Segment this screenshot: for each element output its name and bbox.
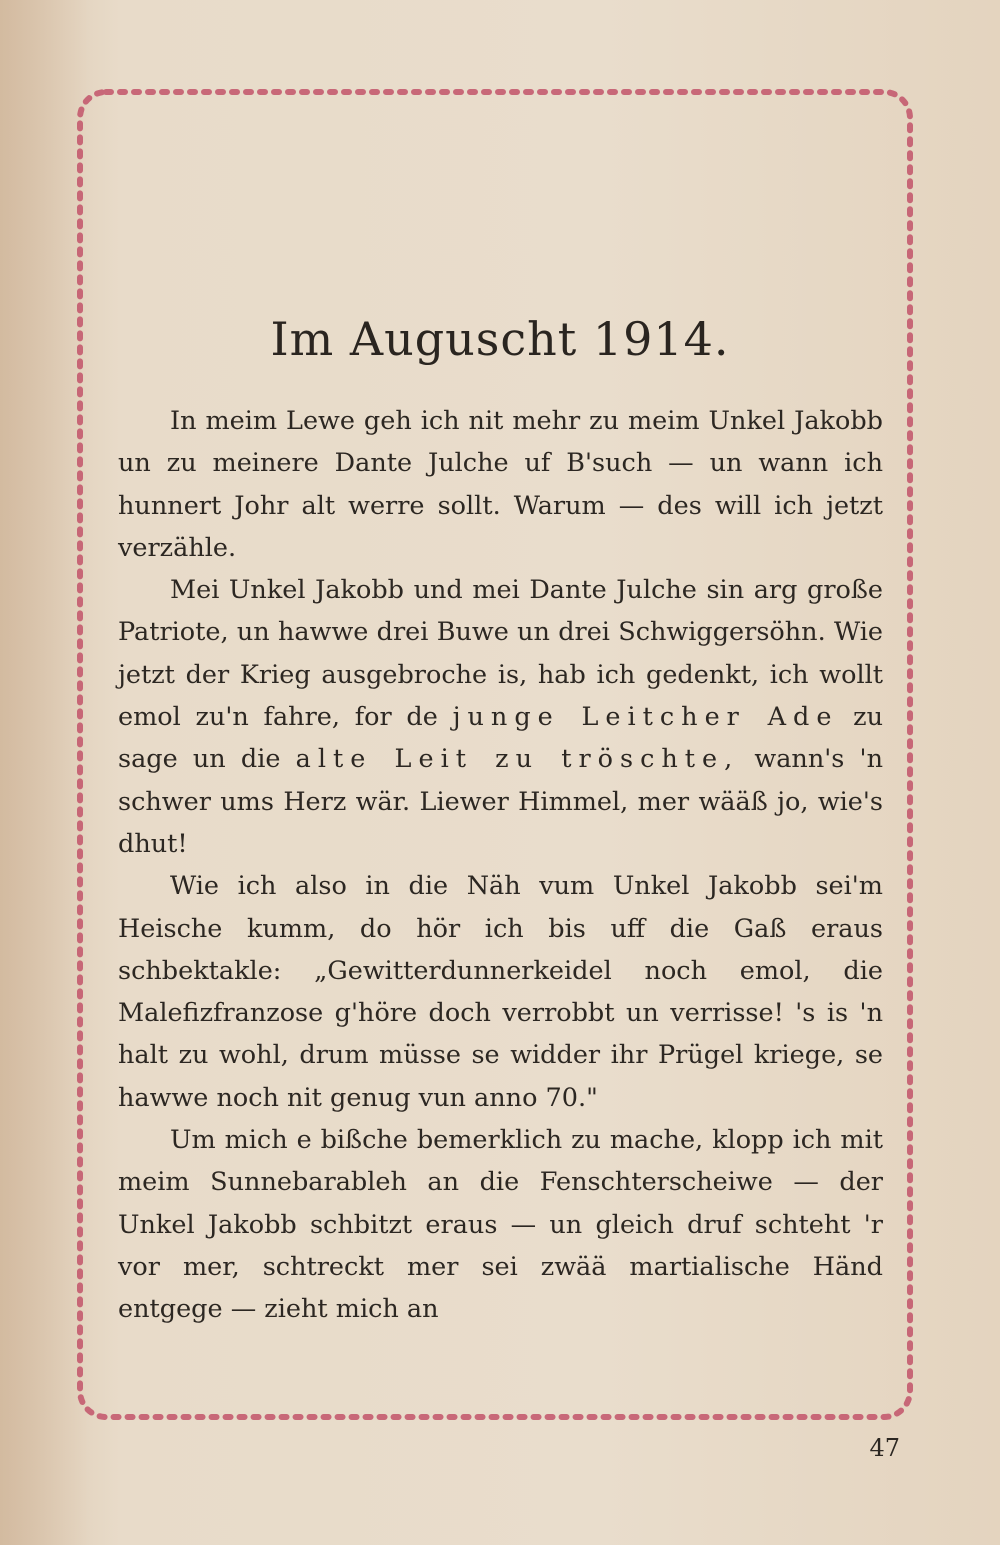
page-title: Im Auguscht 1914. — [270, 312, 730, 366]
spaced-phrase-young-folks: junge Leitcher Ade — [452, 702, 839, 733]
paragraph-3: Wie ich also in die Näh vum Unkel Jakobb sei'm Heische kumm, do hör ich bis uff die Gaß eraus schbektakle: „Gewitterdunnerkeidel noch emol, die Malefizfranzose g'höre doch verrobbt un verrisse! 's is 'n halt zu wohl, drum müsse se widder ihr Prügel kriege, se hawwe noch nit genug vun anno 70." — [118, 871, 883, 1113]
paragraph-4: Um mich e bißche bemerklich zu mache, klopp ich mit meim Sunnebarableh an die Fenschterscheiwe — der Unkel Jakobb schbitzt eraus — un gleich druf schteht 'r vor mer, schtreckt mer sei zwää martialische Händ entgege — zieht mich an — [118, 1125, 883, 1325]
paragraph-2 — [118, 569, 883, 865]
spaced-phrase-old-folks: alte Leit zu tröschte, — [295, 744, 740, 775]
paragraph-2-part-a: Mei Unkel Jakobb und mei Dante Julche sin arg große Patriote, un hawwe drei Buwe un drei Schwiggersöhn. Wie jetzt der Krieg ausgebroche is, hab ich gedenkt, ich wollt emol zu'n fahre, for de — [118, 575, 883, 733]
body-text — [118, 400, 883, 1331]
paragraph-2-part-e: wann's 'n schwer ums Herz wär. Liewer Himmel, mer wääß jo, wie's dhut! — [118, 744, 883, 859]
paragraph-1: In meim Lewe geh ich nit mehr zu meim Unkel Jakobb un zu meinere Dante Julche uf B'such — un wann ich hunnert Johr alt werre sollt. Warum — des will ich jetzt verzähle. — [118, 406, 883, 563]
paragraph-2-part-c: zu sage un die — [118, 702, 884, 775]
page-number: 47 — [869, 1434, 900, 1462]
